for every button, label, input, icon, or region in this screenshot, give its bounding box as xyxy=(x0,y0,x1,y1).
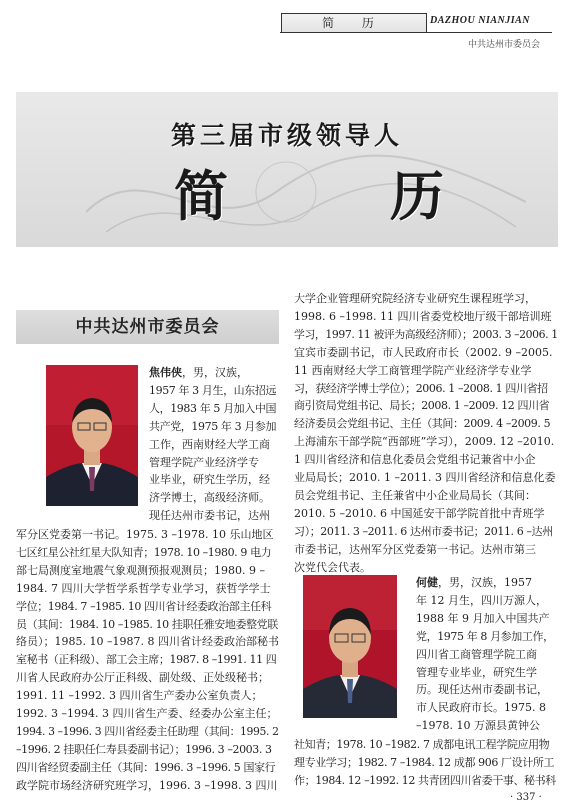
person1-side-text xyxy=(149,364,277,525)
person2-body-text xyxy=(294,736,558,790)
person1-continued-text xyxy=(294,290,558,577)
title-banner xyxy=(16,92,558,247)
portrait-photo-2 xyxy=(303,575,397,718)
header-rule xyxy=(280,32,552,33)
text-line: ，男，汉族， xyxy=(182,366,248,379)
banner-title: 第三届市级领导人 xyxy=(170,121,403,150)
text-line: 党，1975 年 8 月参加工作， xyxy=(416,629,554,643)
text-line: 员会党组书记、主任兼省中小企业局局长（其间： xyxy=(294,488,536,502)
text-line: 1994. 3 –1996. 3 四川省经委主任助理（其间：1995. 2 xyxy=(16,724,279,738)
text-line: 四川省工商管理学院工商 xyxy=(416,647,537,661)
text-line: 上海浦东干部学院“西部班”学习），2009. 12 –2010. xyxy=(294,435,555,449)
text-line: 11 西南财经大学工商管理学院产业经济学专业学 xyxy=(294,363,532,377)
text-line: 1998. 6 –1998. 11 四川省委党校地厅级干部培训班 xyxy=(294,309,552,323)
page-number: · 337 · xyxy=(510,792,542,803)
text-line: 习，获经济学博士学位）；2006. 1 –2008. 1 四川省招 xyxy=(294,381,548,395)
text-line: 市委书记，达州军分区党委第一书记。达州市第三 xyxy=(294,542,536,556)
journal-name: DAZHOU NIANJIAN xyxy=(430,15,531,26)
text-line: 1957 年 3 月生，山东招远 xyxy=(149,383,277,397)
text-line: 市人民政府市长。1975. 8 xyxy=(416,701,546,715)
text-line: 大学企业管理研究院经济专业研究生课程班学习， xyxy=(294,292,536,305)
text-line: 学位；1984. 7 –1985. 10 四川省计经委政治部主任科 xyxy=(16,599,272,613)
text-line: 部七局测度室地震气象观测预报观测员；1980. 9 – xyxy=(16,563,265,577)
text-line: 济学博士，高级经济师。 xyxy=(149,491,270,505)
text-line: ，男，汉族，1957 xyxy=(438,576,532,589)
text-line: –1978. 10 万源县黄钟公 xyxy=(416,719,540,733)
text-line: 管理学院产业经济学专 xyxy=(149,455,259,469)
portrait-photo-1 xyxy=(46,365,138,506)
banner-char: 简 xyxy=(174,164,228,228)
text-line: –1996. 2 挂职任仁寿县委副书记）；1996. 3 –2003. 3 xyxy=(16,742,272,756)
text-line: 政学院市场经济研究班学习，1996. 3 –1998. 3 四川 xyxy=(16,778,278,792)
section-tab: 简 历 xyxy=(281,13,427,33)
text-line: 员（其间：1984. 10 –1985. 10 挂职任雅安地委整党联 xyxy=(16,617,278,631)
text-line: 工作，西南财经大学工商 xyxy=(149,437,270,451)
person2-name: 何健 xyxy=(416,576,438,589)
text-line: 宜宾市委副书记，市人民政府市长（2002. 9 –2005. xyxy=(294,345,553,359)
text-line: 1988 年 9 月加入中国共产 xyxy=(416,611,550,625)
text-line: 经济委员会党组书记、主任（其间：2009. 4 –2009. 5 xyxy=(294,417,551,431)
text-line: 习）；2011. 3 –2011. 6 达州市委书记；2011. 6 –达州 xyxy=(294,524,553,538)
text-line: 2010. 5 –2010. 6 中国延安干部学院首批中青班学 xyxy=(294,506,545,520)
text-line: 川省人民政府办公厅正科级、副处级、正处级秘书； xyxy=(16,671,269,685)
text-line: 1984. 7 四川大学哲学系哲学专业学习，获哲学学士 xyxy=(16,581,271,595)
person1-body-text xyxy=(16,526,279,795)
text-line: 历。现任达州市委副书记， xyxy=(416,683,548,697)
person1-name: 焦伟侠 xyxy=(149,366,182,379)
text-line: 次党代会代表。 xyxy=(294,560,371,574)
text-line: 业局局长；2010. 1 –2011. 3 四川省经济和信息化委 xyxy=(294,471,556,485)
text-line: 学习，1997. 11 被评为高级经济师）；2003. 3 –2006. 1 xyxy=(294,327,558,341)
text-line: 1992. 3 –1994. 3 四川省生产委、经委办公室主任； xyxy=(16,707,278,721)
text-line: 现任达州市委书记，达州 xyxy=(149,509,270,523)
text-line: 室秘书（正科级）、部工会主席；1987. 8 –1991. 11 四 xyxy=(16,653,277,667)
text-line: 业毕业，研究生学历，经 xyxy=(149,473,270,487)
text-line: 作；1984. 12 –1992. 12 共青团四川省委干事、秘书科 xyxy=(294,773,556,787)
text-line: 1 四川省经济和信息化委员会党组书记兼省中小企 xyxy=(294,453,536,467)
text-line: 军分区党委第一书记。1975. 3 –1978. 10 乐山地区 xyxy=(16,528,274,541)
text-line: 1991. 11 –1992. 3 四川省生产委办公室负责人； xyxy=(16,689,263,703)
text-line: 管理专业毕业，研究生学 xyxy=(416,665,537,679)
text-line: 共产党，1975 年 3 月参加 xyxy=(149,419,277,433)
text-line: 络员）；1985. 10 –1987. 8 四川省计经委政治部秘书 xyxy=(16,635,279,649)
header-org: 中共达州市委员会 xyxy=(468,40,541,50)
banner-big-title xyxy=(174,154,444,231)
text-line: 理专业学习；1982. 7 –1984. 12 成都 906 厂设计所工 xyxy=(294,755,555,769)
person2-side-text xyxy=(416,574,558,735)
text-line: 社知青；1978. 10 –1982. 7 成都电讯工程学院应用物 xyxy=(294,738,550,751)
text-line: 人，1983 年 5 月加入中国 xyxy=(149,401,277,415)
text-line: 七区红星公社红星大队知青；1978. 10 –1980. 9 电力 xyxy=(16,545,272,559)
text-line: 商引资局党组书记、局长；2008. 1 –2009. 12 四川省 xyxy=(294,399,550,413)
section-title: 中共达州市委员会 xyxy=(16,310,279,344)
banner-char: 历 xyxy=(390,164,444,228)
text-line: 年 12 月生，四川万源人， xyxy=(416,593,547,607)
text-line: 四川省经贸委副主任（其间：1996. 3 –1996. 5 国家行 xyxy=(16,760,276,774)
